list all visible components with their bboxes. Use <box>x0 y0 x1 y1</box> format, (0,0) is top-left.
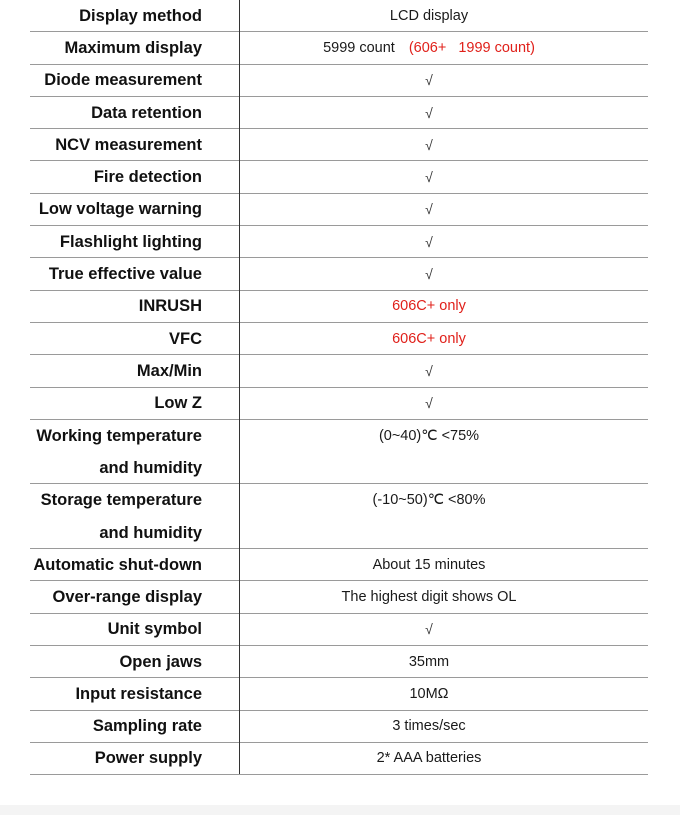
spec-value: 606C+ only <box>392 330 466 347</box>
spec-row-ncv-measurement <box>30 129 648 161</box>
spec-label: Fire detection <box>93 168 202 187</box>
spec-label: Max/Min <box>136 361 202 380</box>
spec-row-inrush <box>30 291 648 323</box>
spec-table <box>30 0 648 775</box>
spec-row-open-jaws <box>30 646 648 678</box>
spec-label: Data retention <box>91 103 202 122</box>
spec-label: Diode measurement <box>44 71 202 90</box>
spec-label: Flashlight lighting <box>59 232 202 251</box>
spec-value: (0~40)℃ <75% <box>378 427 480 444</box>
check-mark-icon: √ <box>425 136 433 153</box>
check-mark-icon: √ <box>425 72 433 89</box>
spec-row-diode-measurement <box>30 65 648 97</box>
spec-label: Display method <box>79 6 202 25</box>
spec-value: LCD display <box>389 7 469 24</box>
spec-value: 10MΩ <box>409 685 449 702</box>
check-mark-icon: √ <box>425 233 433 250</box>
check-mark-icon: √ <box>425 266 433 283</box>
spec-value: 35mm <box>408 653 450 670</box>
spec-value-note-a: (606+ <box>408 39 447 56</box>
spec-row-true-effective-value <box>30 258 648 290</box>
column-divider <box>239 0 240 774</box>
spec-value <box>209 32 648 63</box>
check-mark-icon: √ <box>425 104 433 121</box>
spec-row-maximum-display <box>30 32 648 64</box>
check-mark-icon: √ <box>425 362 433 379</box>
spec-row-over-range-display <box>30 581 648 613</box>
spec-row-flashlight-lighting <box>30 226 648 258</box>
spec-label: True effective value <box>48 265 202 284</box>
check-mark-icon: √ <box>425 621 433 638</box>
spec-row-working-temperature <box>30 420 648 485</box>
spec-row-low-voltage-warning <box>30 194 648 226</box>
spec-value: 606C+ only <box>392 298 466 315</box>
check-mark-icon: √ <box>425 169 433 186</box>
spec-row-low-z <box>30 388 648 420</box>
spec-label: Automatic shut-down <box>33 555 202 574</box>
spec-label: Unit symbol <box>107 620 202 639</box>
spec-row-unit-symbol <box>30 614 648 646</box>
spec-label-line: and humidity <box>99 459 202 478</box>
spec-value: 3 times/sec <box>392 718 466 735</box>
check-mark-icon: √ <box>425 395 433 412</box>
spec-label <box>30 420 209 484</box>
check-mark-icon: √ <box>425 201 433 218</box>
spec-label: Low voltage warning <box>38 200 202 219</box>
spec-label: Over-range display <box>52 588 202 606</box>
spec-label-line: and humidity <box>99 523 202 542</box>
spec-label: INRUSH <box>138 297 202 316</box>
spec-label <box>30 484 209 548</box>
spec-row-display-method <box>30 0 648 32</box>
spec-row-sampling-rate <box>30 711 648 743</box>
spec-label: VFC <box>169 329 202 348</box>
spec-label: Maximum display <box>64 38 202 57</box>
spec-label: Open jaws <box>119 652 202 671</box>
spec-row-automatic-shut-down <box>30 549 648 581</box>
spec-row-max-min <box>30 355 648 387</box>
spec-value: 2* AAA batteries <box>376 750 482 767</box>
spec-value-note-b: 1999 count) <box>458 39 535 56</box>
spec-row-data-retention <box>30 97 648 129</box>
spec-value: About 15 minutes <box>372 556 486 573</box>
spec-value: The highest digit shows OL <box>341 588 517 605</box>
spec-row-storage-temperature <box>30 484 648 549</box>
spec-label: NCV measurement <box>55 135 202 154</box>
spec-row-fire-detection <box>30 161 648 193</box>
bottom-band <box>0 805 680 815</box>
spec-value-main: 5999 count <box>323 39 395 56</box>
spec-label: Low Z <box>154 394 202 413</box>
spec-label-line: Working temperature <box>36 426 202 445</box>
spec-row-power-supply <box>30 743 648 775</box>
spec-label: Sampling rate <box>92 717 202 736</box>
spec-label: Input resistance <box>75 684 202 703</box>
spec-label: Power supply <box>94 749 202 768</box>
spec-row-vfc <box>30 323 648 355</box>
spec-value: (-10~50)℃ <80% <box>372 492 486 509</box>
spec-row-input-resistance <box>30 678 648 710</box>
spec-label-line: Storage temperature <box>40 491 202 510</box>
